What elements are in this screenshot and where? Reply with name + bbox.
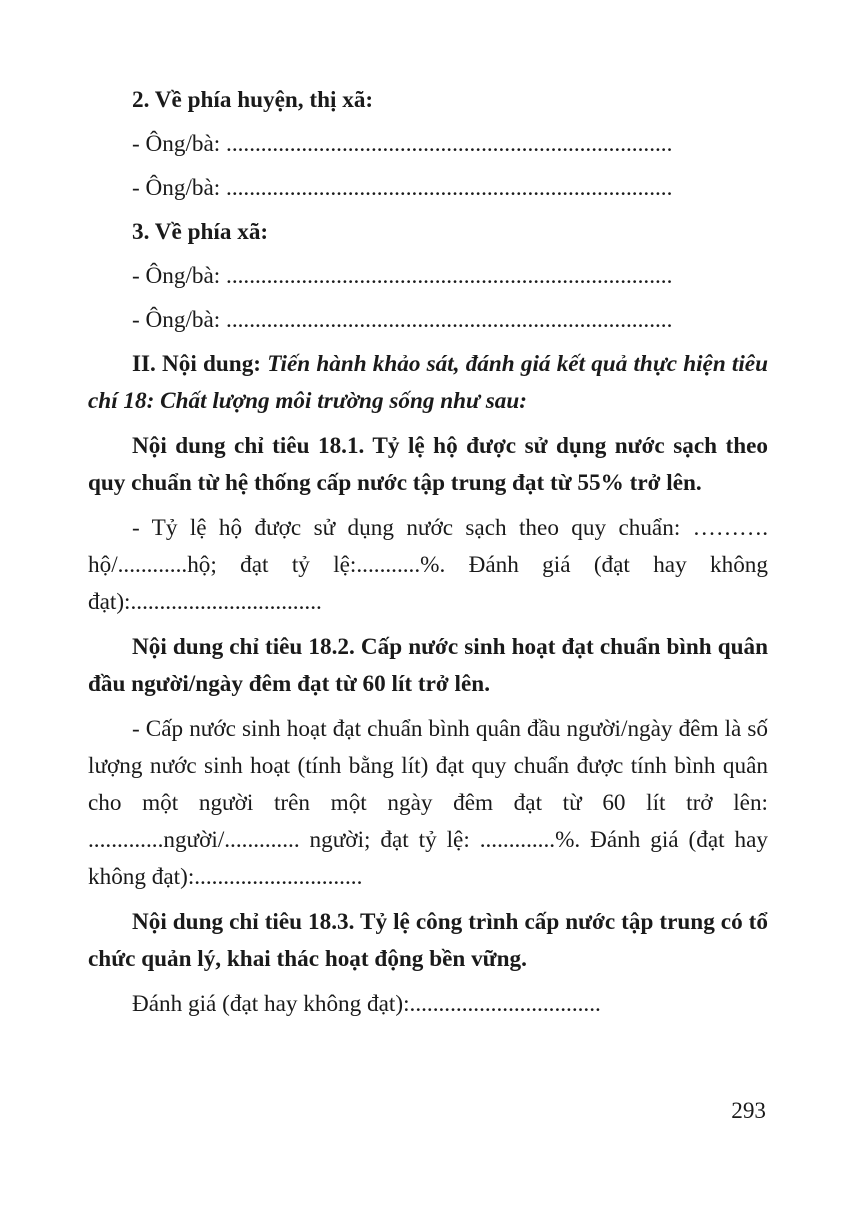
- commune-person-field-1: - Ông/bà: .............................................................................: [132, 263, 673, 289]
- criterion-18-1-text: - Tỷ lệ hộ được sử dụng nước sạch theo quy chuẩn: ………. hộ/............hộ; đạt tỷ lệ:...........%. Đánh giá (đạt hay không đạt):.................................: [88, 515, 768, 615]
- district-person-field-2: - Ông/bà: .............................................................................: [132, 175, 673, 201]
- district-heading: 2. Về phía huyện, thị xã:: [132, 87, 374, 113]
- district-person-field-1: - Ông/bà: .............................................................................: [132, 131, 673, 157]
- criterion-18-2-title: Nội dung chỉ tiêu 18.2. Cấp nước sinh hoạt đạt chuẩn bình quân đầu người/ngày đêm đạt từ 60 lít trở lên.: [88, 634, 768, 697]
- commune-heading: 3. Về phía xã:: [132, 219, 269, 245]
- page-number: 293: [731, 1098, 766, 1124]
- commune-person-field-2: - Ông/bà: .............................................................................: [132, 307, 673, 333]
- content-section: [88, 346, 768, 420]
- content-description: Tiến hành khảo sát, đánh giá kết quả thực hiện tiêu chí 18: Chất lượng môi trường sống như sau:: [88, 351, 768, 414]
- content-label: II. Nội dung:: [132, 351, 268, 377]
- criterion-18-3-title: Nội dung chỉ tiêu 18.3. Tỷ lệ công trình cấp nước tập trung có tổ chức quản lý, khai thác hoạt động bền vững.: [88, 909, 768, 972]
- criterion-18-3-text: Đánh giá (đạt hay không đạt):.................................: [132, 991, 601, 1017]
- document-page: [88, 82, 768, 1031]
- criterion-18-2-text: - Cấp nước sinh hoạt đạt chuẩn bình quân đầu người/ngày đêm là số lượng nước sinh hoạt (tính bằng lít) đạt quy chuẩn được tính bình quân cho một người trên một ngày đêm đạt từ 60 lít trở lên: .............người/............. người; đạt tỷ lệ: .............%. Đánh giá (đạt hay không đạt):.............................: [88, 716, 768, 890]
- criterion-18-1-title: Nội dung chỉ tiêu 18.1. Tỷ lệ hộ được sử dụng nước sạch theo quy chuẩn từ hệ thống cấp nước tập trung đạt từ 55% trở lên.: [88, 433, 768, 496]
